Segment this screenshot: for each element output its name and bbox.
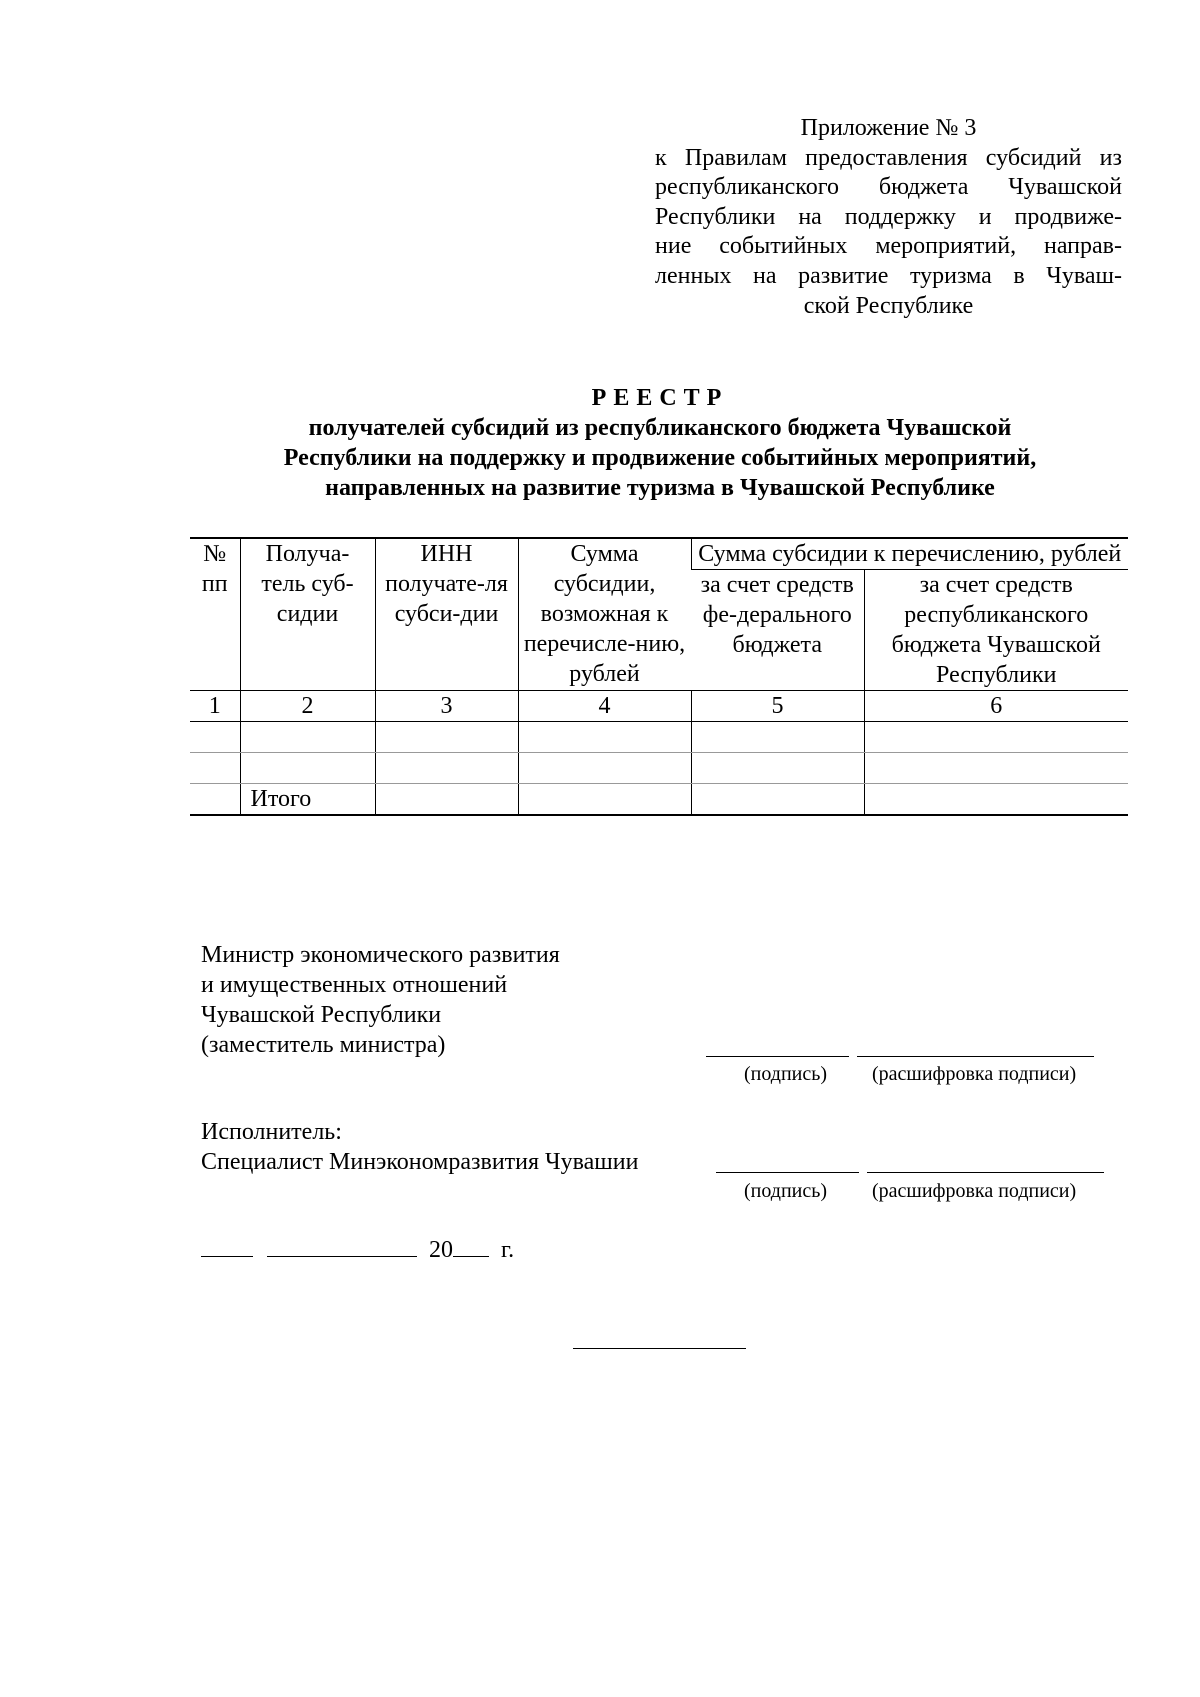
appendix-line: ленных на развитие туризма в Чуваш- <box>655 262 1122 289</box>
minister-decode-caption: (расшифровка подписи) <box>872 1063 1077 1085</box>
minister-title-line: (заместитель министра) <box>201 1032 446 1058</box>
appendix-line: Республики на поддержку и продвиже- <box>655 203 1122 230</box>
table-cell <box>864 753 1128 784</box>
appendix-line: к Правилам предоставления субсидий из <box>655 144 1122 171</box>
table-cell <box>518 722 691 753</box>
appendix-heading: Приложение № 3 <box>800 115 977 141</box>
table-cell <box>518 753 691 784</box>
table-row <box>190 753 1128 784</box>
column-number: 1 <box>190 691 240 722</box>
column-number: 6 <box>864 691 1128 722</box>
title-line: направленных на развитие туризма в Чувашской Республике <box>325 475 995 501</box>
appendix-line: ской Республике <box>803 292 974 319</box>
table-cell <box>691 722 864 753</box>
appendix-line: республиканского бюджета Чувашской <box>655 174 1122 201</box>
table-row <box>190 722 1128 753</box>
header-number: № пп <box>190 538 240 691</box>
month-blank <box>267 1236 417 1257</box>
table-cell <box>240 722 375 753</box>
minister-decode-line <box>857 1056 1094 1057</box>
table-cell <box>240 753 375 784</box>
column-number: 5 <box>691 691 864 722</box>
header-republic-budget: за счет средств республиканского бюджета Чувашской Республики <box>864 570 1128 691</box>
minister-title-line: и имущественных отношений <box>201 972 508 998</box>
executor-signature-caption: (подпись) <box>744 1180 828 1202</box>
executor-block <box>201 1117 638 1177</box>
table-cell <box>518 784 691 816</box>
table-cell <box>864 784 1128 816</box>
total-label: Итого <box>240 784 375 816</box>
header-recipient: Получа-тель суб-сидии <box>240 538 375 691</box>
table-cell <box>375 722 518 753</box>
document-title <box>190 383 1130 503</box>
appendix-line: ние событийных мероприятий, направ- <box>655 233 1122 260</box>
year-suffix: г. <box>501 1237 515 1263</box>
end-separator-line <box>573 1348 746 1349</box>
minister-title-line: Министр экономического развития <box>201 942 560 968</box>
minister-signature-caption: (подпись) <box>744 1063 828 1085</box>
date-line <box>201 1235 514 1265</box>
table-cell <box>375 784 518 816</box>
header-possible-sum: Сумма субсидии, возможная к перечисле-нию, рублей <box>518 538 691 691</box>
minister-block <box>201 940 560 1060</box>
executor-decode-caption: (расшифровка подписи) <box>872 1180 1077 1202</box>
executor-position: Специалист Минэкономразвития Чувашии <box>201 1149 639 1175</box>
table-cell <box>864 722 1128 753</box>
executor-label: Исполнитель: <box>201 1119 342 1145</box>
title-line: получателей субсидий из республиканского бюджета Чувашской <box>308 415 1012 441</box>
day-blank <box>201 1236 253 1257</box>
column-number: 3 <box>375 691 518 722</box>
table-cell <box>190 722 240 753</box>
table-cell <box>691 753 864 784</box>
column-number: 4 <box>518 691 691 722</box>
column-number: 2 <box>240 691 375 722</box>
appendix-note <box>655 114 1122 321</box>
table-cell <box>190 784 240 816</box>
header-transfer-sum-group: Сумма субсидии к перечислению, рублей <box>691 538 1128 570</box>
title-line: Республики на поддержку и продвижение событийных мероприятий, <box>283 445 1037 471</box>
table-cell <box>375 753 518 784</box>
title-main: РЕЕСТР <box>591 385 729 411</box>
register-table <box>190 537 1128 816</box>
year-prefix: 20 <box>429 1237 453 1263</box>
header-federal-budget: за счет средств фе-дерального бюджета <box>700 572 854 658</box>
minister-signature-line <box>706 1056 849 1057</box>
executor-decode-line <box>867 1172 1104 1173</box>
executor-signature-line <box>716 1172 859 1173</box>
header-inn: ИНН получате-ля субси-дии <box>375 538 518 691</box>
table-cell <box>691 784 864 816</box>
year-blank <box>453 1236 489 1257</box>
table-cell <box>190 753 240 784</box>
total-row <box>190 784 1128 816</box>
minister-title-line: Чувашской Республики <box>201 1002 442 1028</box>
